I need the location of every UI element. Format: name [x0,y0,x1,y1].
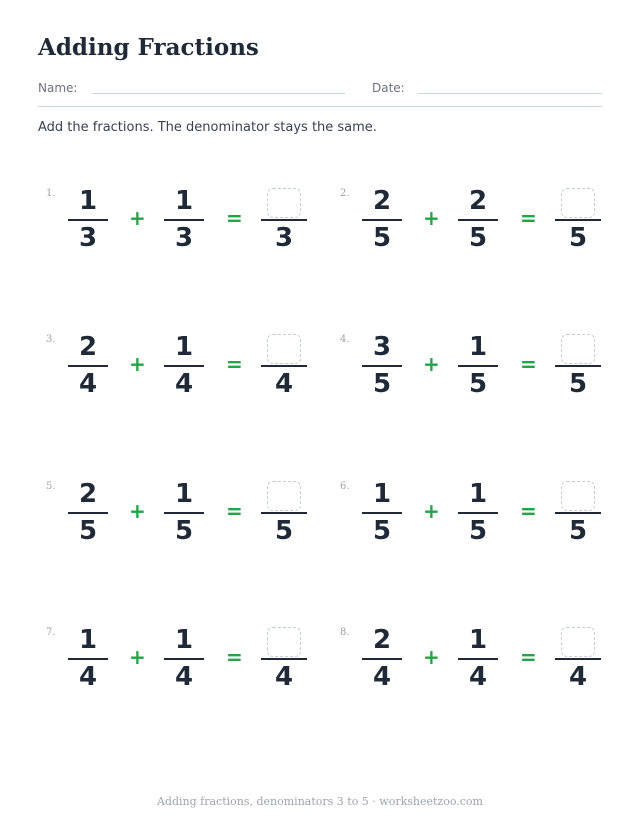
header-divider [38,106,602,107]
date-field-line[interactable] [418,93,602,94]
equals-sign: = [226,352,243,376]
fraction-a [68,625,108,705]
fraction-a [362,479,402,559]
denominator: 3 [274,223,294,253]
fraction-b [458,186,498,266]
fraction-a [362,186,402,266]
denominator: 5 [372,223,392,253]
answer-fraction [264,186,304,266]
answer-fraction [264,625,304,705]
plus-sign: + [423,352,440,376]
fraction-bar [362,512,402,514]
fraction-bar [68,365,108,367]
fraction-a [68,479,108,559]
fraction-bar [362,658,402,660]
fraction-bar [68,219,108,221]
plus-sign: + [423,206,440,230]
denominator: 5 [174,516,194,546]
worksheet-title: Adding Fractions [38,34,259,61]
footer-text: Adding fractions, denominators 3 to 5 · worksheetzoo.com [156,795,483,808]
problem-number: 7. [46,627,56,638]
denominator: 4 [568,662,588,692]
denominator: 4 [78,369,98,399]
fraction-bar [261,365,307,367]
numerator: 1 [174,332,194,362]
fraction-bar [362,219,402,221]
plus-sign: + [423,499,440,523]
numerator: 1 [78,186,98,216]
numerator: 1 [174,186,194,216]
problem-6 [332,479,612,569]
numerator: 1 [78,625,98,655]
denominator: 4 [372,662,392,692]
fraction-bar [261,512,307,514]
numerator: 1 [174,479,194,509]
fraction-a [68,186,108,266]
name-field-line[interactable] [92,93,345,94]
denominator: 4 [274,369,294,399]
denominator: 4 [78,662,98,692]
problem-number: 2. [340,188,350,199]
plus-sign: + [423,645,440,669]
numerator: 1 [468,332,488,362]
equals-sign: = [226,206,243,230]
fraction-bar [362,365,402,367]
fraction-bar [458,658,498,660]
fraction-b [458,479,498,559]
denominator: 5 [78,516,98,546]
equals-sign: = [520,499,537,523]
numerator: 1 [468,479,488,509]
fraction-bar [458,365,498,367]
problem-2 [332,186,612,276]
denominator: 5 [568,223,588,253]
fraction-bar [164,658,204,660]
fraction-bar [458,512,498,514]
answer-box[interactable] [267,188,301,218]
numerator: 1 [372,479,392,509]
fraction-b [458,625,498,705]
fraction-a [362,625,402,705]
instructions-text: Add the fractions. The denominator stays the same. [38,120,377,135]
answer-box[interactable] [561,188,595,218]
fraction-a [362,332,402,412]
problem-7 [38,625,318,715]
equals-sign: = [520,206,537,230]
answer-box[interactable] [267,334,301,364]
numerator: 1 [174,625,194,655]
answer-fraction [558,332,598,412]
equals-sign: = [226,645,243,669]
fraction-bar [555,512,601,514]
fraction-bar [261,219,307,221]
problem-number: 3. [46,334,56,345]
name-label: Name: [38,81,78,95]
fraction-bar [555,658,601,660]
plus-sign: + [129,352,146,376]
problem-3 [38,332,318,422]
fraction-b [164,479,204,559]
numerator: 1 [468,625,488,655]
fraction-b [164,625,204,705]
fraction-bar [68,658,108,660]
denominator: 5 [372,369,392,399]
denominator: 5 [468,223,488,253]
denominator: 4 [174,662,194,692]
fraction-b [458,332,498,412]
numerator: 2 [78,332,98,362]
numerator: 2 [372,186,392,216]
equals-sign: = [226,499,243,523]
answer-box[interactable] [561,334,595,364]
answer-box[interactable] [561,627,595,657]
fraction-b [164,332,204,412]
denominator: 4 [468,662,488,692]
problem-number: 4. [340,334,350,345]
fraction-bar [164,365,204,367]
answer-fraction [558,625,598,705]
denominator: 4 [274,662,294,692]
problem-8 [332,625,612,715]
fraction-a [68,332,108,412]
numerator: 2 [78,479,98,509]
denominator: 5 [568,516,588,546]
denominator: 4 [174,369,194,399]
numerator: 2 [372,625,392,655]
problem-number: 1. [46,188,56,199]
problem-5 [38,479,318,569]
plus-sign: + [129,499,146,523]
fraction-bar [555,219,601,221]
answer-box[interactable] [267,481,301,511]
denominator: 3 [174,223,194,253]
denominator: 5 [468,369,488,399]
fraction-b [164,186,204,266]
denominator: 5 [568,369,588,399]
denominator: 5 [274,516,294,546]
answer-fraction [264,479,304,559]
numerator: 3 [372,332,392,362]
fraction-bar [164,512,204,514]
fraction-bar [458,219,498,221]
problem-number: 6. [340,481,350,492]
equals-sign: = [520,352,537,376]
denominator: 5 [372,516,392,546]
answer-box[interactable] [267,627,301,657]
answer-fraction [558,479,598,559]
fraction-bar [68,512,108,514]
fraction-bar [261,658,307,660]
numerator: 2 [468,186,488,216]
plus-sign: + [129,645,146,669]
answer-box[interactable] [561,481,595,511]
fraction-bar [164,219,204,221]
answer-fraction [558,186,598,266]
plus-sign: + [129,206,146,230]
problem-number: 8. [340,627,350,638]
problem-number: 5. [46,481,56,492]
denominator: 3 [78,223,98,253]
denominator: 5 [468,516,488,546]
equals-sign: = [520,645,537,669]
answer-fraction [264,332,304,412]
date-label: Date: [372,81,405,95]
problem-4 [332,332,612,422]
problem-1 [38,186,318,276]
fraction-bar [555,365,601,367]
